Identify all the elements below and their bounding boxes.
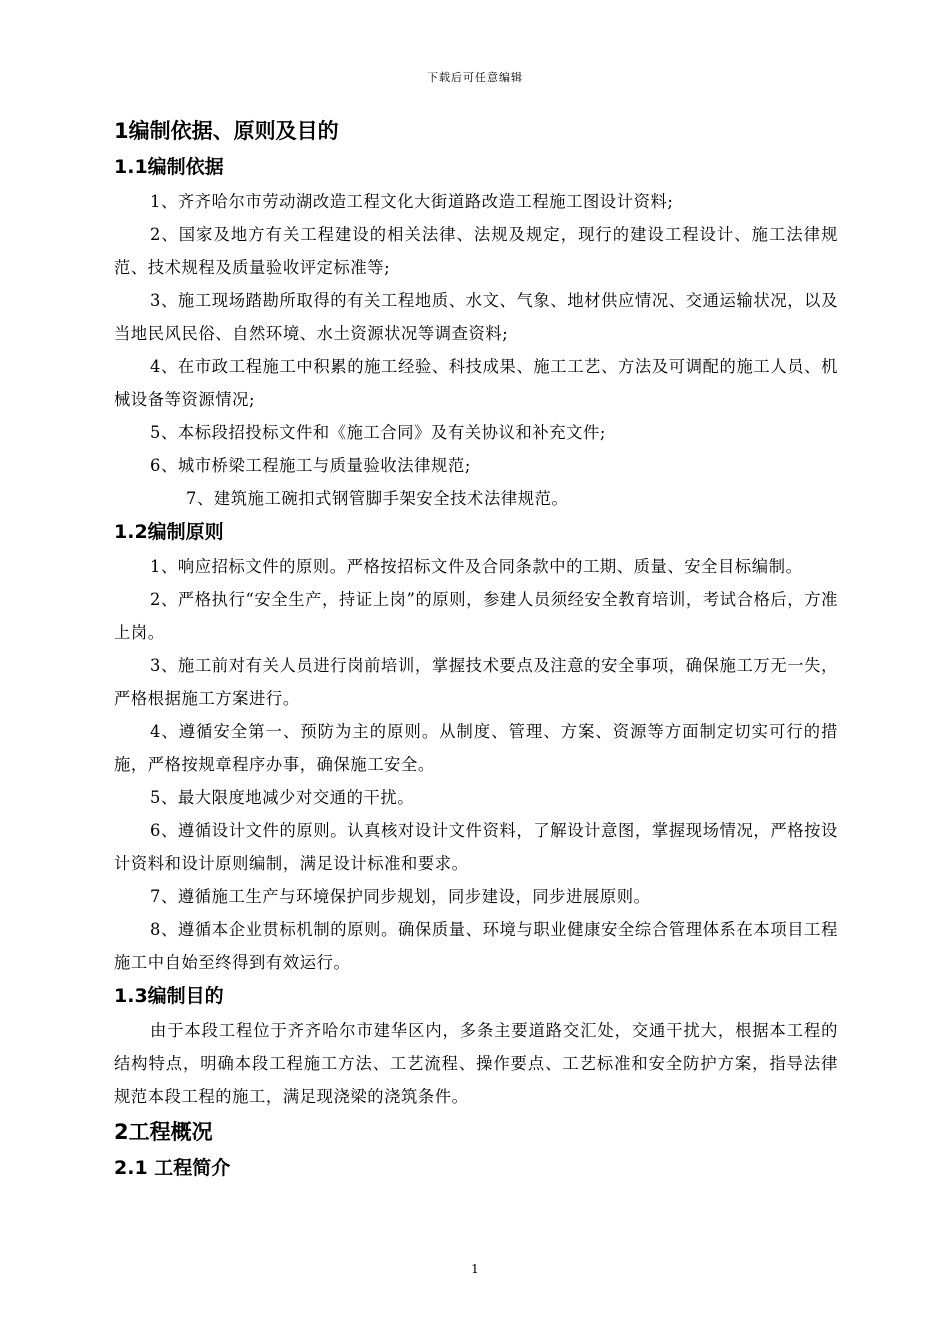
principle-item: 6、遵循设计文件的原则。认真核对设计文件资料，了解设计意图，掌握现场情况，严格按设计资料和设计原则编制，满足设计标准和要求。 (114, 821, 838, 873)
principle-item: 1、响应招标文件的原则。严格按招标文件及合同条款中的工期、质量、安全目标编制。 (150, 557, 803, 576)
section-1-3-title: 1.3编制目的 (114, 985, 224, 1007)
principle-item: 4、遵循安全第一、预防为主的原则。从制度、管理、方案、资源等方面制定切实可行的措施，严格按规章程序办事，确保施工安全。 (114, 722, 838, 774)
document-body (114, 112, 838, 1186)
principle-item: 8、遵循本企业贯标机制的原则。确保质量、环境与职业健康安全综合管理体系在本项目工程施工中自始至终得到有效运行。 (114, 920, 838, 972)
basis-item: 7、建筑施工碗扣式钢管脚手架安全技术法律规范。 (186, 489, 569, 508)
principle-item: 3、施工前对有关人员进行岗前培训，掌握技术要点及注意的安全事项，确保施工万无一失，严格根据施工方案进行。 (114, 656, 838, 708)
section-1-2-title: 1.2编制原则 (114, 521, 224, 543)
section-1-1-title: 1.1编制依据 (114, 156, 224, 178)
purpose-paragraph: 由于本段工程位于齐齐哈尔市建华区内，多条主要道路交汇处，交通干扰大，根据本工程的结构特点，明确本段工程施工方法、工艺流程、操作要点、工艺标准和安全防护方案，指导法律规范本段工程的施工，满足现浇梁的浇筑条件。 (114, 1021, 838, 1106)
principle-item: 5、最大限度地减少对交通的干扰。 (150, 788, 415, 807)
section-2-1-title: 2.1 工程简介 (114, 1157, 231, 1179)
page-header: 下载后可任意编辑 (427, 71, 523, 84)
basis-item: 3、施工现场踏勘所取得的有关工程地质、水文、气象、地材供应情况、交通运输状况，以及当地民风民俗、自然环境、水土资源状况等调查资料; (114, 291, 838, 343)
principle-item: 7、遵循施工生产与环境保护同步规划，同步建设，同步进展原则。 (150, 887, 651, 906)
heading-2: 2工程概况 (114, 1120, 213, 1144)
page-number: 1 (471, 1262, 479, 1276)
basis-item: 2、国家及地方有关工程建设的相关法律、法规及规定，现行的建设工程设计、施工法律规范、技术规程及质量验收评定标准等; (114, 225, 838, 277)
heading-1: 1编制依据、原则及目的 (114, 119, 339, 143)
principle-item: 2、严格执行“安全生产，持证上岗”的原则，参建人员须经安全教育培训，考试合格后，方准上岗。 (114, 590, 838, 642)
basis-item: 4、在市政工程施工中积累的施工经验、科技成果、施工工艺、方法及可调配的施工人员、机械设备等资源情况; (114, 357, 838, 409)
basis-item: 1、齐齐哈尔市劳动湖改造工程文化大街道路改造工程施工图设计资料; (150, 192, 674, 211)
basis-item: 6、城市桥梁工程施工与质量验收法律规范; (150, 456, 471, 475)
basis-item: 5、本标段招投标文件和《施工合同》及有关协议和补充文件; (150, 423, 606, 442)
